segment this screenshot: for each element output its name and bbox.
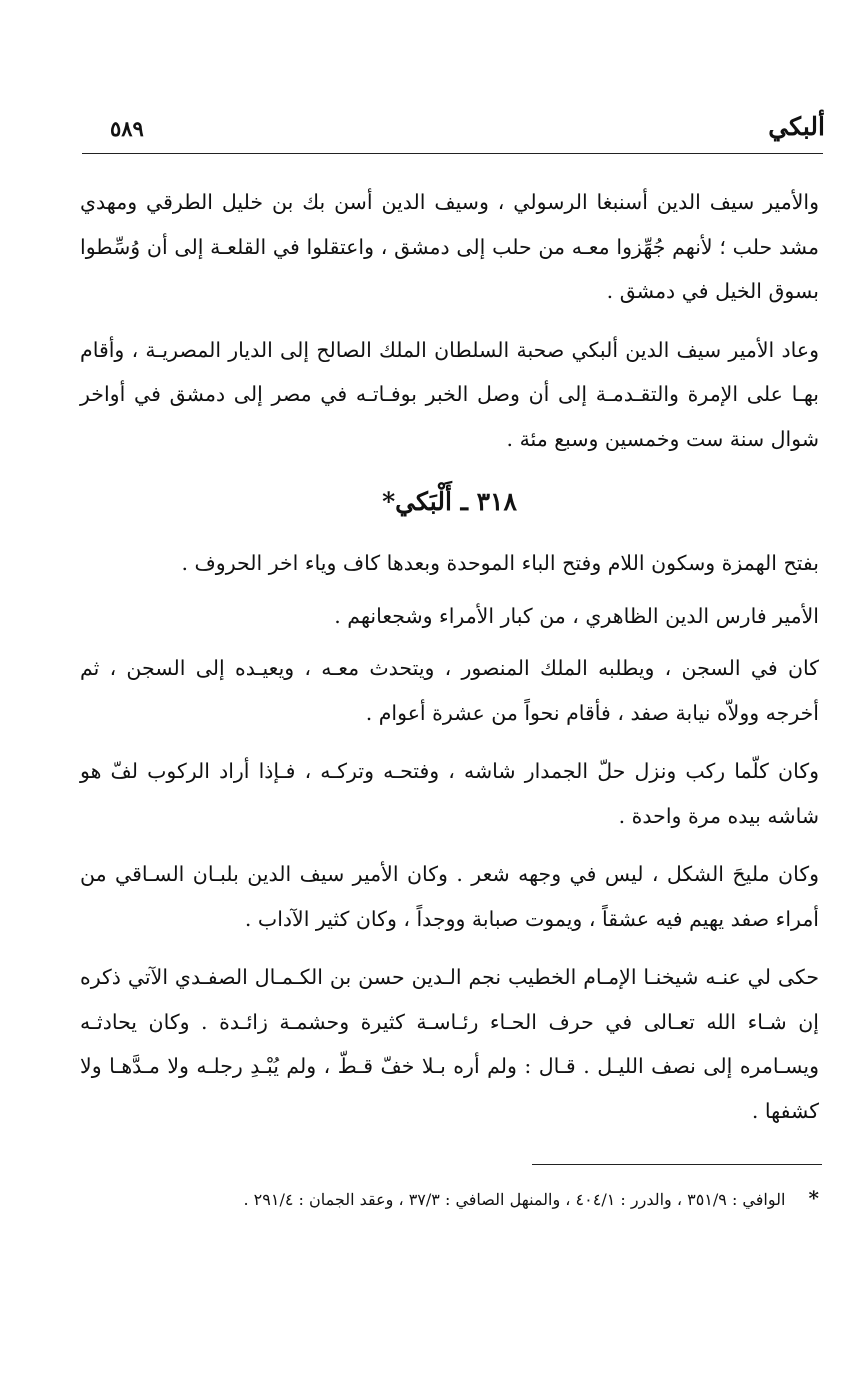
page-number: ٥٨٩ — [110, 116, 144, 141]
paragraph-return: وعاد الأمير سيف الدين ألبكي صحبة السلطان الملك الصالح إلى الديار المصريـة ، وأقام بهـا على الإمرة والتقـدمـة إلى أن وصل الخبر بوفـاتـه في مصر إلى دمشق في أواخر شوال سنة ست وخمسين وسبع مئة . — [80, 337, 819, 451]
running-head — [110, 112, 825, 152]
entry-paragraph: كان في السجن ، ويطلبه الملك المنصور ، ويتحدث معـه ، ويعيـده إلى السجن ، ثم أخرجه وولاّه نيابة صفد ، فأقام نحواً من عشرة أعوام . — [80, 656, 819, 725]
running-head-title: ألبكي — [768, 112, 825, 141]
footnote-marker: * — [808, 1186, 819, 1210]
entry-paragraph: الأمير فارس الدين الظاهري ، من كبار الأمراء وشجعانهم . — [334, 603, 819, 628]
entry-paragraph: بفتح الهمزة وسكون اللام وفتح الباء الموحدة وبعدها كاف وياء اخر الحروف . — [181, 551, 819, 575]
entry-paragraph: حكى لي عنـه شيخنـا الإمـام الخطيب نجم الـدين حسن بن الكـمـال الصفـدي الآتي ذكره إن شـاء الله تعـالى في حرف الحـاء رئـاسـة كثيرة وحشمـة زائـدة . وكان يحادثـه ويسـامره إلى نصف الليـل . قـال : ولم أره بـلا خفّ قـطّ ، ولم يُبْـدِ رجلـه ولا مـدَّهـا ولا كشفها . — [80, 965, 819, 1123]
header-rule — [82, 153, 823, 154]
footnote — [190, 1183, 819, 1215]
footnote-rule — [532, 1164, 822, 1165]
entry-paragraph: وكان مليحَ الشكل ، ليس في وجهه شعر . وكان الأمير سيف الدين بلبـان السـاقي من أمراء صفد يهيم فيه عشقاً ، ويموت صبابة ووجداً ، وكان كثير الآداب . — [80, 862, 819, 931]
page-body — [80, 180, 819, 1147]
footnote-text: الوافي : ٣٥١/٩ ، والدرر : ٤٠٤/١ ، والمنهل الصافي : ٣٧/٣ ، وعقد الجمان : ٢٩١/٤ . — [243, 1190, 786, 1209]
paragraph-continuation: والأمير سيف الدين أسنبغا الرسولي ، وسيف الدين أسن بك بن خليل الطرقي ومهدي مشد حلب ؛ لأنهم جُهِّزوا معـه من حلب إلى دمشق ، واعتقلوا في القلعـة إلى أن وُسِّطوا بسوق الخيل في دمشق . — [80, 190, 819, 303]
entry-paragraph: وكان كلّما ركب ونزل حلّ الجمدار شاشه ، وفتحـه وتركـه ، فـإذا أراد الركوب لفّ هو شاشه بيده مرة واحدة . — [80, 759, 819, 828]
entry-heading: ٣١٨ ـ أَلْبَكي* — [382, 487, 517, 516]
